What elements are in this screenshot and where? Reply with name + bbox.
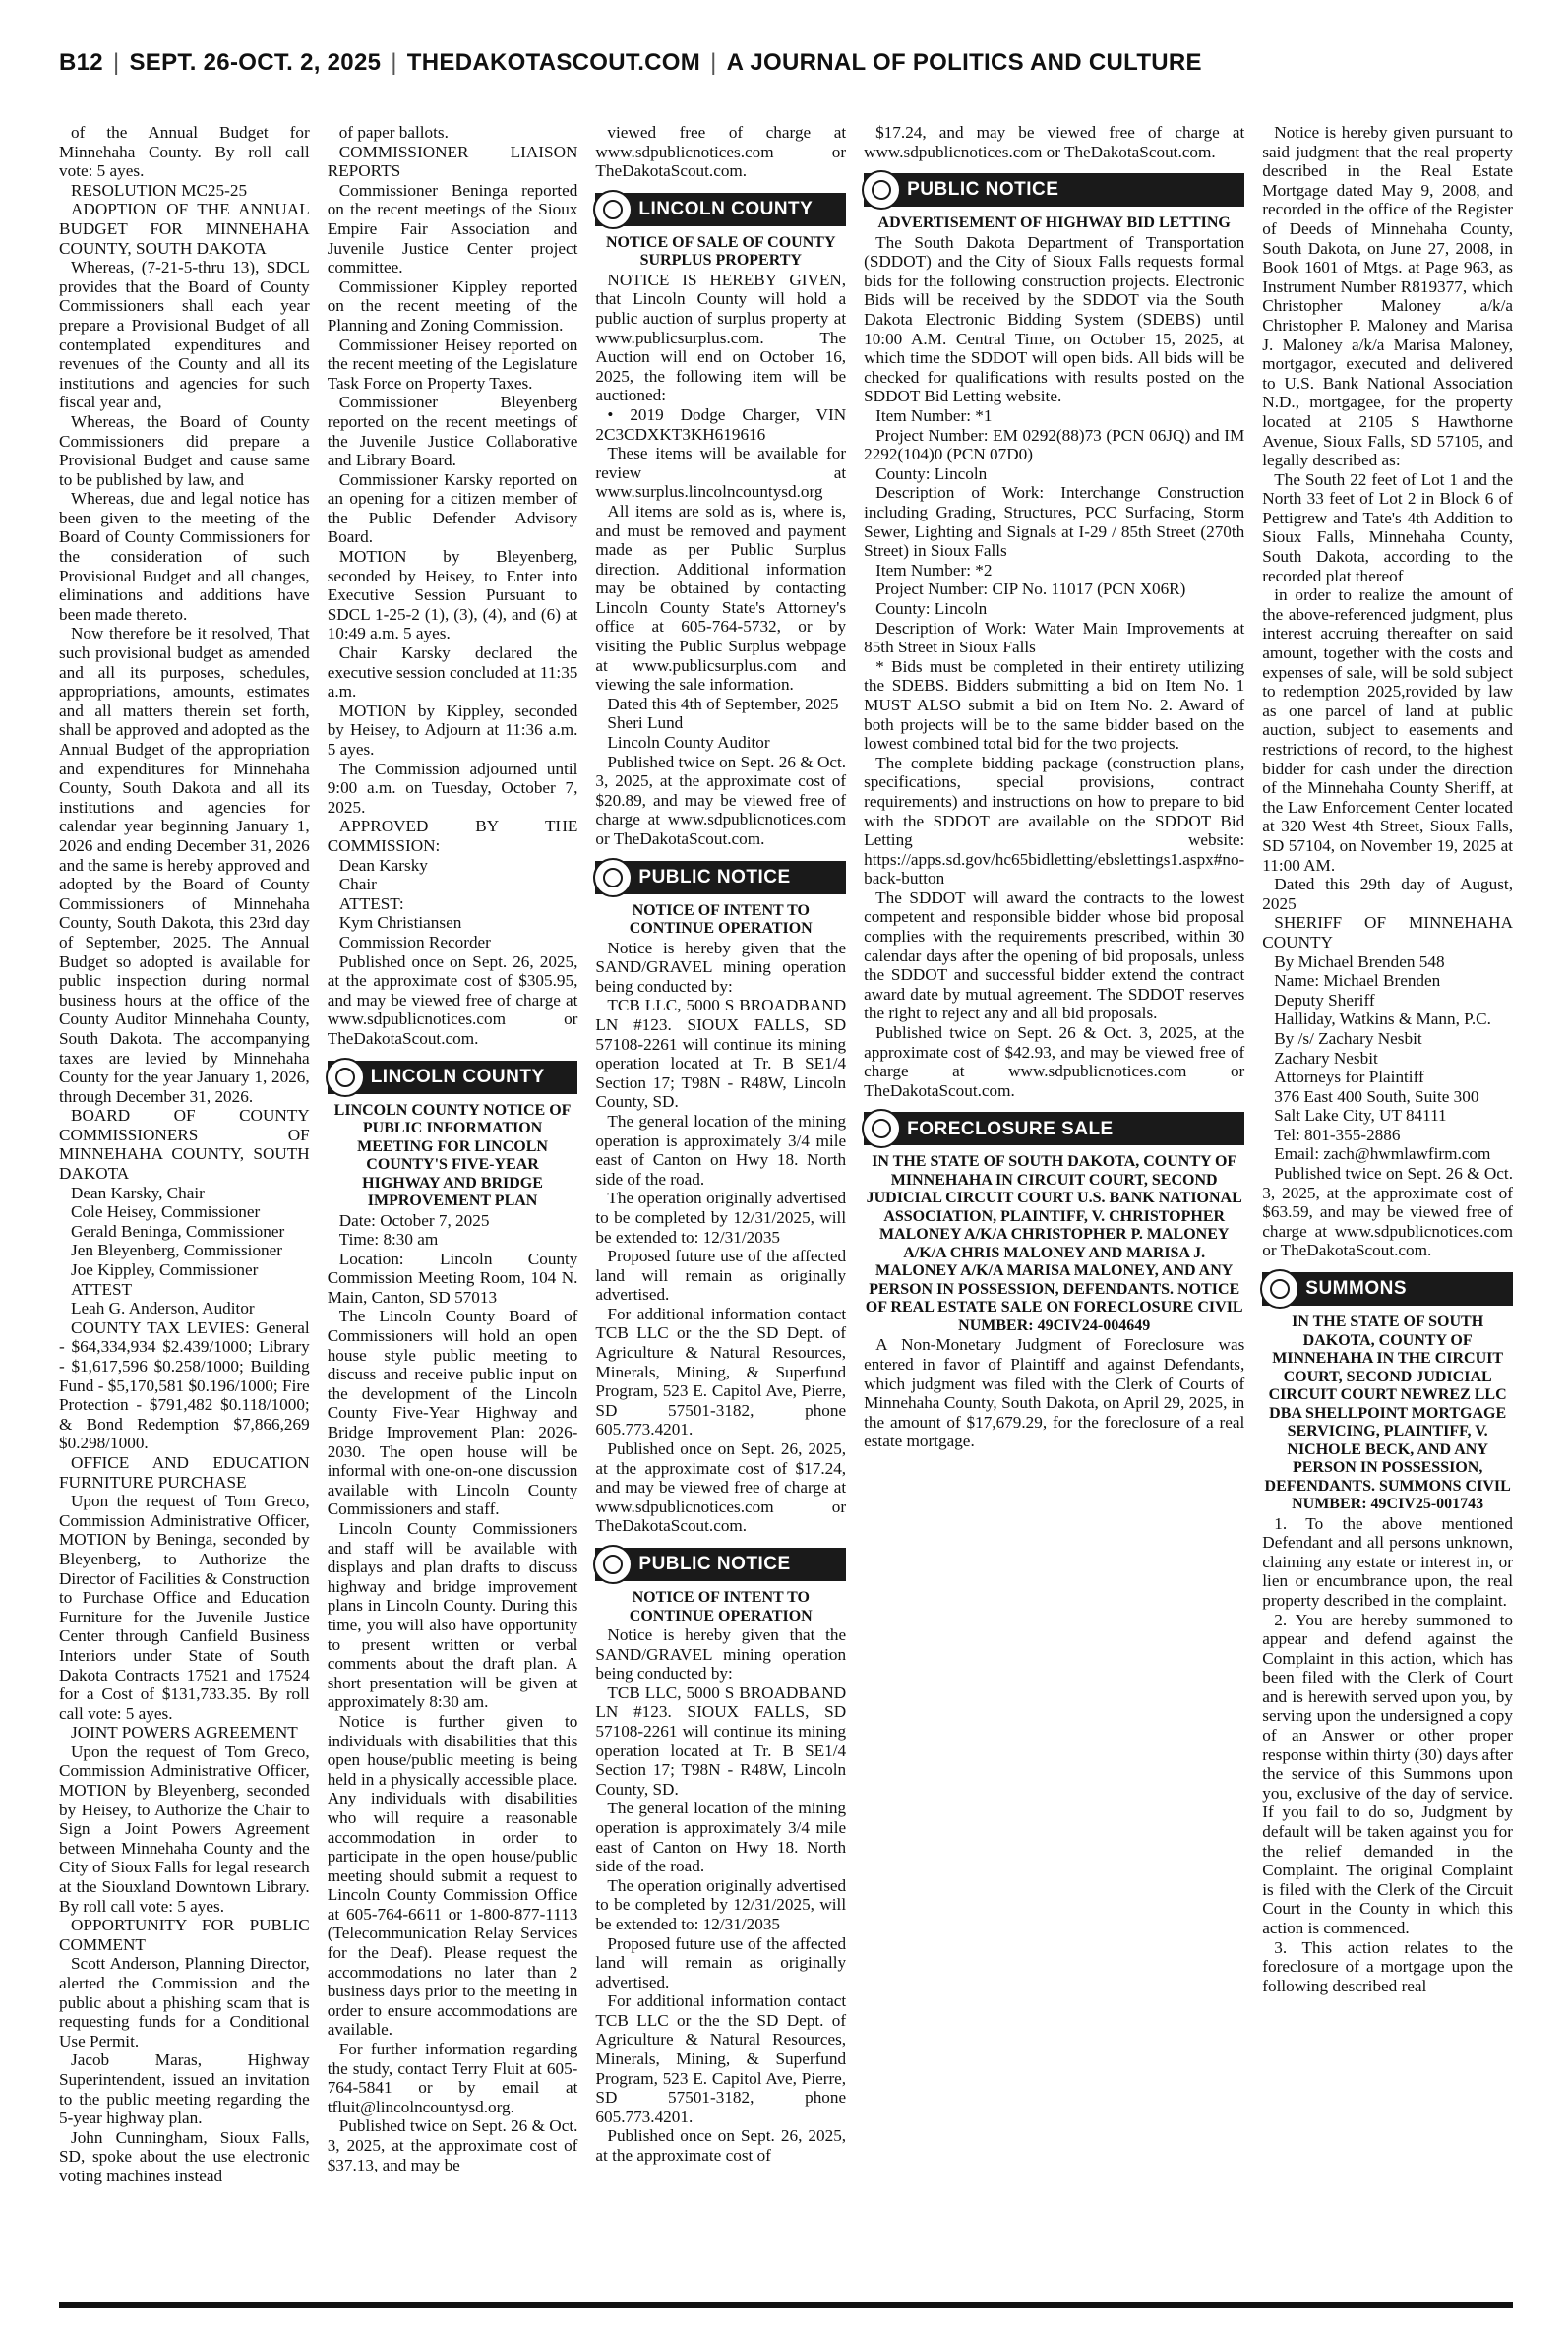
notice-paragraph: The general location of the mining operation is approximately 3/4 mile east of Canton on Hwy 18. North side of the road. [595, 1111, 847, 1189]
notice-paragraph: TCB LLC, 5000 S BROADBAND LN #123. SIOUX FALLS, SD 57108-2261 will continue its mining operation located at Tr. B SE1/4 Section 17; T98N - R48W, Lincoln County, SD. [595, 996, 847, 1112]
notice-paragraph: Proposed future use of the affected land will remain as originally advertised. [595, 1933, 847, 1991]
notice-paragraph: Published twice on Sept. 26 & Oct. 3, 2025, at the approximate cost of $63.59, and may be viewed free of charge at www.sdpublicnotices.com or TheDakotaScout.com. [1262, 1164, 1513, 1260]
notice-paragraph: Project Number: CIP No. 11017 (PCN X06R) [875, 580, 1186, 599]
banner-label: SUMMONS [1305, 1278, 1408, 1300]
notice-paragraph: Description of Work: Interchange Construction including Grading, Structures, PCC Surfacing, Storm Sewer, Lighting and Signals at I-29 / 85th Street (270th Street) in Sioux Falls [864, 483, 1245, 561]
notice-paragraph: Commissioner Kippley reported on the recent meeting of the Planning and Zoning Commission. [327, 276, 578, 335]
scout-seal-icon [326, 1058, 365, 1097]
notice-paragraph: County: Lincoln [875, 463, 988, 483]
page-header [59, 49, 1513, 92]
notice-paragraph: By /s/ Zachary Nesbit [1274, 1028, 1422, 1048]
column-2 [328, 123, 578, 2297]
notice-paragraph: Name: Michael Brenden [1274, 971, 1441, 991]
notice-heading: NOTICE OF INTENT TO CONTINUE OPERATION [629, 1589, 813, 1624]
notice-paragraph: ADOPTION OF THE ANNUAL BUDGET FOR MINNEHAHA COUNTY, SOUTH DAKOTA [59, 200, 310, 258]
notice-paragraph: Whereas, the Board of County Commissioners did prepare a Provisional Budget and cause same to be published by law, and [59, 411, 310, 489]
section-banner [595, 1548, 846, 1581]
notice-paragraph: Notice is further given to individuals with disabilities that this open house/public meeting is being held in a physically accessible place. Any individuals with disabilities who will require a reasonable accommodation in order to participate in the open house/public meeting should submit a request to Lincoln County Commission Office at 605-764-6611 or 1-800-877-1113 (Telecommunication Relay Services for the Deaf). Please request the accommodations no later than 2 business days prior to the meeting in order to ensure accommodations are available. [327, 1711, 578, 2040]
notice-paragraph: Dated this 4th of September, 2025 [607, 694, 839, 713]
notice-paragraph: Published once on Sept. 26, 2025, at the approximate cost of $305.95, and may be viewed free of charge at www.sdpublicnotices.com or TheDakotaScout.com. [327, 951, 578, 1048]
notice-paragraph: Whereas, due and legal notice has been given to the meeting of the Board of County Commissioners for the consideration of such Provisional Budget and all changes, eliminations and additions have been made thereto. [59, 489, 310, 624]
notice-paragraph: * Bids must be completed in their entirety utilizing the SDEBS. Bidders submitting a bid on Item No. 1 MUST ALSO submit a bid on Item No. 2. Award of both projects will be to the same bidder based on the lowest combined total bid for the two projects. [864, 656, 1245, 754]
notice-paragraph: JOINT POWERS AGREEMENT [71, 1723, 298, 1743]
notice-paragraph: 376 East 400 South, Suite 300 [1274, 1086, 1479, 1106]
notice-paragraph: Gerald Beninga, Commissioner [71, 1221, 285, 1241]
column-1 [59, 123, 310, 2297]
notice-paragraph: Dated this 29th day of August, 2025 [1262, 875, 1513, 913]
notice-paragraph: Kym Christiansen [338, 913, 462, 933]
banner-label: PUBLIC NOTICE [907, 179, 1059, 201]
notice-paragraph: All items are sold as is, where is, and must be removed and payment made as per Public Surplus direction. Additional information may be obtained by contacting Lincoln County State's Attorney's office at 605-764-5732, or by visiting the Public Surplus webpage at www.publicsurplus.com and viewing the sale information. [595, 501, 847, 695]
notice-heading: NOTICE OF INTENT TO CONTINUE OPERATION [629, 901, 813, 938]
notice-paragraph: Email: zach@hwmlawfirm.com [1274, 1144, 1491, 1164]
notice-paragraph: Notice is hereby given that the SAND/GRAVEL mining operation being conducted by: [595, 1625, 847, 1683]
notice-paragraph: Leah G. Anderson, Auditor [71, 1299, 255, 1318]
notice-paragraph: Whereas, (7-21-5-thru 13), SDCL provides that the Board of County Commissioners shall each year prepare a Provisional Budget of all contemplated expenditures and revenues of the County and all its institutions and agencies for such fiscal year and, [59, 258, 310, 412]
notice-paragraph: Salt Lake City, UT 84111 [1274, 1106, 1447, 1126]
notice-paragraph: Project Number: EM 0292(88)73 (PCN 06JQ) and IM 2292(104)0 (PCN 07D0) [864, 425, 1245, 464]
notice-paragraph: Commissioner Bleyenberg reported on the recent meetings of the Juvenile Justice Collaborative and Library Board. [327, 393, 578, 470]
notice-paragraph: RESOLUTION MC25-25 [71, 180, 248, 200]
notice-paragraph: Published twice on Sept. 26 & Oct. 3, 2025, at the approximate cost of $37.13, and may be [327, 2116, 578, 2174]
section-banner [595, 193, 846, 226]
notice-paragraph: Proposed future use of the affected land will remain as originally advertised. [595, 1247, 847, 1305]
column-4 [864, 123, 1244, 2297]
notice-paragraph: County: Lincoln [875, 598, 988, 618]
notice-paragraph: The Lincoln County Board of Commissioners will hold an open house style public meeting to discuss and receive public input on the development of the Lincoln County Five-Year Highway and Bridge Improvement Plan: 2026-2030. The open house will be informal with one-on-one discussion available with Lincoln County Commissioners and staff. [327, 1307, 578, 1519]
scout-seal-icon [593, 1545, 633, 1584]
section-banner [864, 173, 1244, 207]
page-number: B12 [59, 49, 103, 76]
scout-seal-icon [593, 858, 633, 897]
notice-paragraph: The SDDOT will award the contracts to the lowest competent and responsible bidder whose bid proposal complies with the requirements prescribed, within 30 calendar days after the opening of bid proposals, unless the SDDOT and successful bidder extend the contract award date by mutual agreement. The SDDOT reserves the right to reject any and all bid proposals. [864, 887, 1245, 1023]
banner-label: LINCOLN COUNTY [638, 198, 814, 219]
banner-label: LINCOLN COUNTY [370, 1066, 545, 1087]
notice-paragraph: • 2019 Dodge Charger, VIN 2C3CDXKT3KH619616 [595, 404, 847, 444]
banner-label: PUBLIC NOTICE [638, 1554, 791, 1575]
issue-dates: SEPT. 26-OCT. 2, 2025 [129, 49, 382, 76]
section-banner [864, 1112, 1244, 1145]
notice-paragraph: Date: October 7, 2025 [338, 1210, 490, 1230]
notice-paragraph: Commissioner Karsky reported on an opening for a citizen member of the Public Defender Advisory Board. [327, 469, 578, 547]
notice-paragraph: Upon the request of Tom Greco, Commission Administrative Officer, MOTION by Beninga, seconded by Bleyenberg, to Authorize the Director of Facilities & Construction to Purchase Office and Education Furniture for the Juvenile Justice Center through Canfield Business Interiors under State of South Dakota Contracts 17521 and 17524 for a Cost of $131,733.35. By roll call vote: 5 ayes. [59, 1492, 310, 1723]
notice-paragraph: Published twice on Sept. 26 & Oct. 3, 2025, at the approximate cost of $42.93, and may be viewed free of charge at www.sdpublicnotices.com or TheDakotaScout.com. [864, 1023, 1245, 1100]
notice-paragraph: Joe Kippley, Commissioner [71, 1260, 259, 1280]
notice-paragraph: 3. This action relates to the foreclosure of a mortgage upon the following described real [1262, 1937, 1513, 1995]
notice-paragraph: of the Annual Budget for Minnehaha County. By roll call vote: 5 ayes. [59, 123, 310, 181]
notice-paragraph: Now therefore be it resolved, That such provisional budget as amended and all its purposes, schedules, appropriations, amounts, estimates and all matters therein set forth, shall be approved and adopted as the Annual Budget of the appropriation and expenditures for Minnehaha County, South Dakota and all its institutions and agencies for calendar year beginning January 1, 2026 and ending December 31, 2026 and the same is hereby approved and adopted by the Board of County Commissioners of Minnehaha County, South Dakota, this 23rd day of September, 2025. The Annual Budget so adopted is available for public inspection during normal business hours at the office of the County Auditor Minnehaha County, South Dakota. The accompanying taxes are levied by Minnehaha County for the year January 1, 2026, through December 31, 2026. [59, 624, 310, 1106]
notice-paragraph: For further information regarding the study, contact Terry Fluit at 605-764-5841 or by email at tfluit@lincolncountysd.org. [327, 2040, 578, 2116]
notice-paragraph: Location: Lincoln County Commission Meeting Room, 104 N. Main, Canton, SD 57013 [327, 1249, 578, 1307]
notice-paragraph: Published once on Sept. 26, 2025, at the approximate cost of [595, 2126, 847, 2166]
notice-paragraph: Upon the request of Tom Greco, Commission Administrative Officer, MOTION by Bleyenberg, seconded by Heisey, to Authorize the Chair to Sign a Joint Powers Agreement between Minnehaha County and the City of Sioux Falls for legal research at the Siouxland Downtown Library. By roll call vote: 5 ayes. [59, 1742, 310, 1916]
section-banner [328, 1061, 578, 1094]
notice-paragraph: The general location of the mining operation is approximately 3/4 mile east of Canton on Hwy 18. North side of the road. [595, 1799, 847, 1876]
notice-paragraph: A Non-Monetary Judgment of Foreclosure was entered in favor of Plaintiff and against Defendants, which judgment was filed with the Clerk of Courts of Minnehaha County, South Dakota, on April 29, 2025, in the amount of $17,679.29, for the foreclosure of a real estate mortgage. [864, 1335, 1245, 1451]
notice-columns [59, 123, 1513, 2297]
header-separator: | [112, 49, 120, 76]
notice-paragraph: Zachary Nesbit [1274, 1048, 1378, 1068]
notice-paragraph: OPPORTUNITY FOR PUBLIC COMMENT [59, 1916, 310, 1954]
notice-paragraph: 1. To the above mentioned Defendant and all persons unknown, claiming any estate or interest in, or lien or encumbrance upon, the real property described in the complaint. [1262, 1513, 1513, 1610]
column-3 [595, 123, 846, 2297]
scout-seal-icon [862, 1109, 901, 1148]
notice-paragraph: $17.24, and may be viewed free of charge at www.sdpublicnotices.com or TheDakotaScout.com. [864, 123, 1245, 161]
notice-paragraph: Attorneys for Plaintiff [1274, 1068, 1424, 1087]
notice-paragraph: viewed free of charge at www.sdpublicnotices.com or TheDakotaScout.com. [595, 123, 847, 181]
banner-label: FORECLOSURE SALE [907, 1118, 1114, 1139]
notice-paragraph: Dean Karsky, Chair [71, 1183, 205, 1202]
notice-paragraph: MOTION by Bleyenberg, seconded by Heisey, to Enter into Executive Session Pursuant to SDCL 1-25-2 (1), (3), (4), and (6) at 10:49 a.m. 5 ayes. [327, 547, 578, 643]
notice-paragraph: Jacob Maras, Highway Superintendent, issued an invitation to the public meeting regarding the 5-year highway plan. [59, 2050, 310, 2128]
scout-seal-icon [1260, 1269, 1299, 1309]
notice-paragraph: The South 22 feet of Lot 1 and the North 33 feet of Lot 2 in Block 6 of Pettigrew and Tate's 4th Addition to Sioux Falls, Minnehaha County, South Dakota, according to the recorded plat thereof [1262, 469, 1513, 585]
notice-paragraph: of paper ballots. [338, 123, 449, 142]
notice-paragraph: Chair [338, 875, 377, 894]
notice-paragraph: OFFICE AND EDUCATION FURNITURE PURCHASE [59, 1452, 310, 1492]
notice-paragraph: APPROVED BY THE COMMISSION: [327, 817, 578, 855]
notice-paragraph: Scott Anderson, Planning Director, alerted the Commission and the public about a phishing scam that is requesting funds for a Conditional Use Permit. [59, 1954, 310, 2050]
bottom-rule [59, 2302, 1513, 2308]
notice-paragraph: COUNTY TAX LEVIES: General - $64,334,934 $2.439/1000; Library - $1,617,596 $0.258/1000; Building Fund - $5,170,581 $0.196/1000; Fire Protection - $791,482 $0.118/1000; & Bond Redemption $7,866,269 $0.298/1000. [59, 1317, 310, 1453]
notice-paragraph: in order to realize the amount of the above-referenced judgment, plus interest accruing thereafter on said amount, together with the costs and expenses of sale, will be sold subject to redemption 2025,rovided by law as one parcel of land at public auction, subject to easements and restrictions of record, to the highest bidder for cash under the direction of the Minnehaha County Sheriff, at the Law Enforcement Center located at 320 West 4th Street, Sioux Falls, SD 57104, on November 19, 2025 at 11:00 AM. [1262, 585, 1513, 875]
notice-paragraph: TCB LLC, 5000 S BROADBAND LN #123. SIOUX FALLS, SD 57108-2261 will continue its mining operation located at Tr. B SE1/4 Section 17; T98N - R48W, Lincoln County, SD. [595, 1683, 847, 1799]
notice-paragraph: The complete bidding package (construction plans, specifications, special provisions, contract requirements) and instructions on how to prepare to bid with the SDDOT are available on the SDDOT Bid Letting website: https://apps.sd.gov/hc65bidletting/ebslettings1.aspx#no-back-button [864, 753, 1245, 888]
header-separator: | [710, 49, 717, 76]
notice-paragraph: BOARD OF COUNTY COMMISSIONERS OF MINNEHAHA COUNTY, SOUTH DAKOTA [59, 1106, 310, 1184]
notice-paragraph: These items will be available for review at www.surplus.lincolncountysd.org [595, 444, 847, 502]
notice-paragraph: For additional information contact TCB LLC or the the SD Dept. of Agriculture & Natural Resources, Minerals, Mining, & Superfund Program, 523 E. Capitol Ave, Pierre, SD 57501-3182, phone 605.773.4201. [595, 1991, 847, 2126]
notice-heading: IN THE STATE OF SOUTH DAKOTA, COUNTY OF MINNEHAHA IN CIRCUIT COURT, SECOND JUDICIAL CIRCUIT COURT U.S. BANK NATIONAL ASSOCIATION, PLAINTIFF, V. CHRISTOPHER MALONEY A/K/A CHRISTOPHER P. MALONEY A/K/A CHRIS MALONEY AND MARISA J. MALONEY A/K/A MARISA MALONEY, AND ANY PERSON IN POSSESSION, DEFENDANTS. NOTICE OF REAL ESTATE SALE ON FORECLOSURE CIVIL NUMBER: 49CIV24-004649 [865, 1153, 1243, 1334]
notice-paragraph: Sheri Lund [607, 713, 684, 733]
notice-paragraph: John Cunningham, Sioux Falls, SD, spoke about the use electronic voting machines instead [59, 2127, 310, 2185]
notice-paragraph: Commission Recorder [338, 932, 491, 951]
notice-paragraph: COMMISSIONER LIAISON REPORTS [327, 142, 578, 181]
header-separator: | [391, 49, 397, 76]
notice-heading: IN THE STATE OF SOUTH DAKOTA, COUNTY OF MINNEHAHA IN THE CIRCUIT COURT, SECOND JUDICIAL CIRCUIT COURT NEWREZ LLC DBA SHELLPOINT MORTGAGE SERVICING, PLAINTIFF, V. NICHOLE BECK, AND ANY PERSON IN POSSESSION, DEFENDANTS. SUMMONS CIVIL NUMBER: 49CIV25-001743 [1264, 1314, 1511, 1513]
notice-paragraph: The operation originally advertised to be completed by 12/31/2025, will be extended to: 12/31/2035 [595, 1189, 847, 1247]
notice-paragraph: Halliday, Watkins & Mann, P.C. [1274, 1010, 1491, 1029]
notice-paragraph: MOTION by Kippley, seconded by Heisey, to Adjourn at 11:36 a.m. 5 ayes. [327, 701, 578, 759]
notice-paragraph: Lincoln County Auditor [607, 733, 770, 753]
notice-paragraph: Commissioner Beninga reported on the recent meetings of the Sioux Empire Fair Association and Juvenile Justice Center project committee. [327, 180, 578, 277]
tagline: A JOURNAL OF POLITICS AND CULTURE [726, 49, 1202, 76]
notice-paragraph: SHERIFF OF MINNEHAHA COUNTY [1262, 913, 1513, 951]
section-banner [1262, 1272, 1513, 1306]
notice-paragraph: 2. You are hereby summoned to appear and defend against the Complaint in this action, which has been filed with the Clerk of Court and is herewith served upon you, by serving upon the undersigned a copy of an Answer or other proper response within thirty (30) days after the service of this Summons upon you, exclusive of the day of service. If you fail to do so, Judgment by default will be taken against you for the relief demanded in the Complaint. The original Complaint is filed with the Clerk of the Circuit Court in the County in which this action is commenced. [1262, 1610, 1513, 1937]
notice-paragraph: Time: 8:30 am [338, 1230, 439, 1250]
notice-paragraph: Tel: 801-355-2886 [1274, 1125, 1401, 1144]
notice-paragraph: Published once on Sept. 26, 2025, at the approximate cost of $17.24, and may be viewed free of charge at www.sdpublicnotices.com or TheDakotaScout.com. [595, 1439, 847, 1536]
notice-paragraph: Jen Bleyenberg, Commissioner [71, 1241, 282, 1260]
notice-paragraph: Description of Work: Water Main Improvements at 85th Street in Sioux Falls [864, 618, 1245, 657]
notice-paragraph: Notice is hereby given that the SAND/GRAVEL mining operation being conducted by: [595, 938, 847, 996]
notice-paragraph: The Commission adjourned until 9:00 a.m. on Tuesday, October 7, 2025. [327, 759, 578, 817]
banner-label: PUBLIC NOTICE [638, 866, 791, 887]
notice-heading: NOTICE OF SALE OF COUNTY SURPLUS PROPERTY [606, 233, 836, 270]
notice-paragraph: Cole Heisey, Commissioner [71, 1202, 261, 1222]
notice-heading: LINCOLN COUNTY NOTICE OF PUBLIC INFORMATION MEETING FOR LINCOLN COUNTY'S FIVE-YEAR HIGHWAY AND BRIDGE IMPROVEMENT PLAN [333, 1101, 572, 1209]
section-banner [595, 861, 846, 894]
notice-paragraph: Item Number: *1 [875, 406, 993, 426]
notice-paragraph: The South Dakota Department of Transportation (SDDOT) and the City of Sioux Falls requests formal bids for the following construction projects. Electronic Bids will be received by the SDDOT via the South Dakota Electronic Bidding System (SDEBS) until 10:00 A.M. Central Time, on October 15, 2025, at which time the SDDOT will open bids. All bids will be checked for qualifications with results posted on the SDDOT Bid Letting website. [864, 232, 1245, 406]
notice-paragraph: Item Number: *2 [875, 560, 993, 580]
notice-paragraph: Dean Karsky [338, 855, 428, 875]
notice-paragraph: Published twice on Sept. 26 & Oct. 3, 2025, at the approximate cost of $20.89, and may be viewed free of charge at www.sdpublicnotices.com or TheDakotaScout.com. [595, 752, 847, 848]
notice-paragraph: Chair Karsky declared the executive session concluded at 11:35 a.m. [327, 643, 578, 702]
notice-paragraph: Commissioner Heisey reported on the recent meeting of the Legislature Task Force on Property Taxes. [327, 335, 578, 393]
column-5 [1262, 123, 1513, 2297]
notice-paragraph: Lincoln County Commissioners and staff will be available with displays and plan drafts to discuss highway and bridge improvement plans in Lincoln County. During this time, you will also have opportunity to present written or verbal comments about the draft plan. A short presentation will be given at approximately 8:30 am. [327, 1519, 578, 1712]
notice-paragraph: Notice is hereby given pursuant to said judgment that the real property described in the Real Estate Mortgage dated May 9, 2008, and recorded in the office of the Register of Deeds of Minnehaha County, South Dakota, on June 27, 2008, in Book 1601 of Mtgs. at Page 963, as Instrument Number R819377, which Christopher Maloney a/k/a Christopher P. Maloney and Marisa J. Maloney a/k/a Marisa Maloney, mortgagor, executed and delivered to U.S. Bank National Association N.D., mortgagee, for the property located at 2105 S Hawthorne Avenue, Sioux Falls, SD 57105, and legally described as: [1262, 123, 1513, 470]
notice-paragraph: The operation originally advertised to be completed by 12/31/2025, will be extended to: 12/31/2035 [595, 1875, 847, 1933]
scout-seal-icon [593, 190, 633, 229]
site-url[interactable]: THEDAKOTASCOUT.COM [406, 49, 701, 76]
scout-seal-icon [862, 170, 901, 210]
notice-paragraph: NOTICE IS HEREBY GIVEN, that Lincoln County will hold a public auction of surplus property at www.publicsurplus.com. The Auction will end on October 16, 2025, the following item will be auctioned: [595, 270, 847, 405]
notice-heading: ADVERTISEMENT OF HIGHWAY BID LETTING [877, 214, 1231, 232]
notice-paragraph: By Michael Brenden 548 [1274, 951, 1445, 971]
notice-paragraph: Deputy Sheriff [1274, 990, 1375, 1010]
notice-paragraph: ATTEST [71, 1279, 133, 1299]
notice-paragraph: For additional information contact TCB LLC or the the SD Dept. of Agriculture & Natural Resources, Minerals, Mining, & Superfund Program, 523 E. Capitol Ave, Pierre, SD 57501-3182, phone 605.773.4201. [595, 1304, 847, 1439]
notice-paragraph: ATTEST: [338, 893, 404, 913]
